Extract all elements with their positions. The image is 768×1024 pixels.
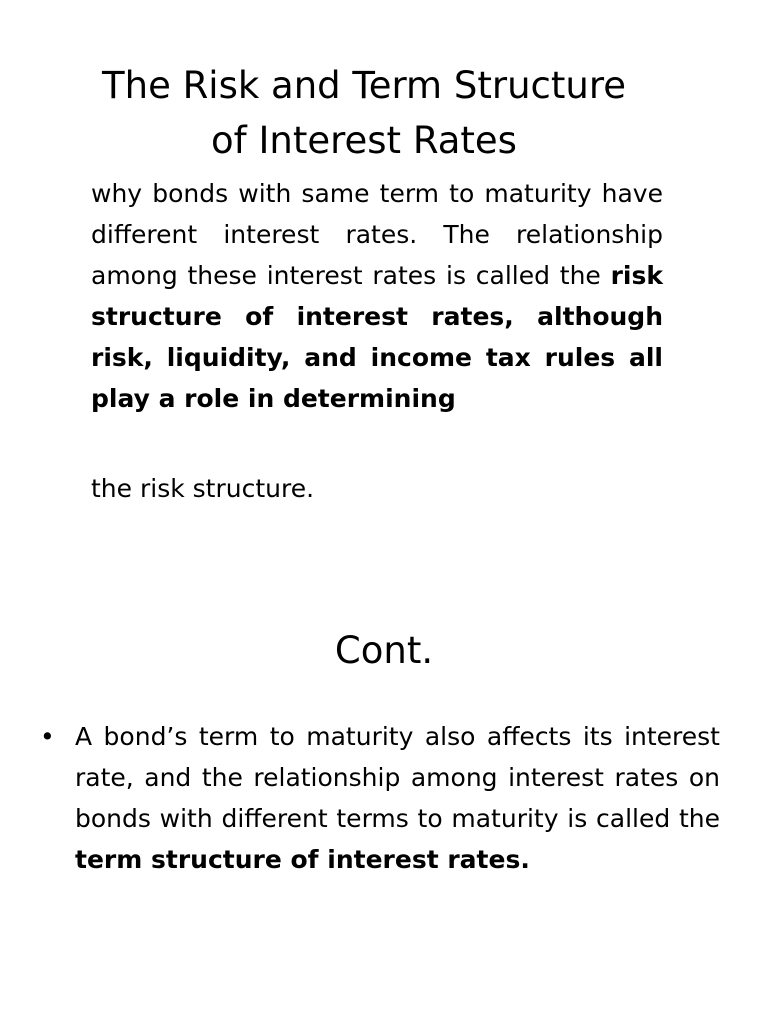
bullet-bold-text: term structure of interest rates. (75, 845, 530, 874)
paragraph-continuation-text: the risk structure. (91, 474, 315, 503)
paragraph-bold-text: risk structure of interest rates, although risk, liquidity, and income tax rules all play a role in determining (91, 261, 663, 413)
body-paragraph (91, 173, 663, 419)
bullet-text (75, 716, 720, 880)
slide-title (40, 58, 688, 168)
title-line-1: The Risk and Term Structure (102, 64, 626, 107)
paragraph-text: why bonds with same term to maturity have different interest rates. The relationship among these interest rates is called the (91, 179, 663, 290)
cont-heading: Cont. (334, 629, 434, 672)
title-line-2: of Interest Rates (211, 119, 517, 162)
body-paragraph-continuation (91, 468, 663, 509)
bullet-plain-text: A bond’s term to maturity also affects its interest rate, and the relationship among interest rates on bonds with different terms to maturity is called the (75, 722, 720, 833)
bullet-icon: • (40, 722, 55, 751)
